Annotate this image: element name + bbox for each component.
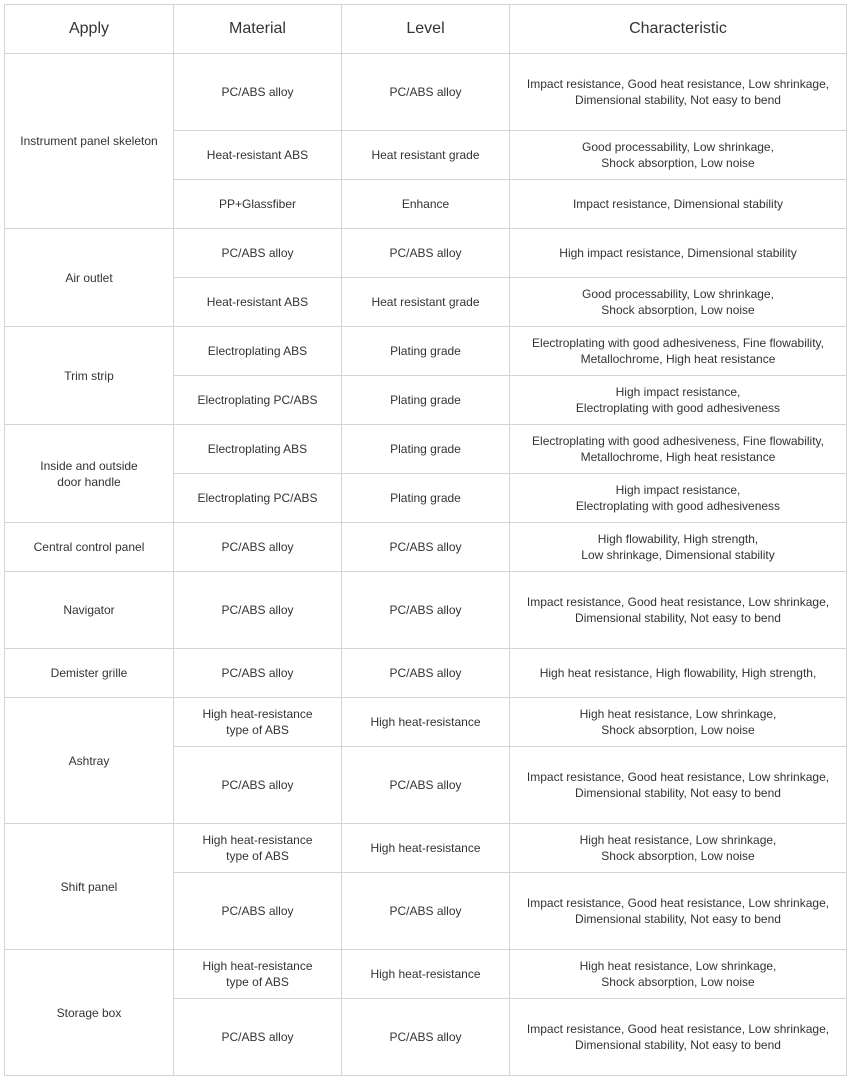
material-cell: Electroplating ABS [174,425,342,474]
table-row [5,327,847,376]
level-cell: Heat resistant grade [342,131,510,180]
header-characteristic: Characteristic [510,5,847,54]
characteristic-cell: High impact resistance, Electroplating with good adhesiveness [510,474,847,523]
table-row [5,649,847,698]
header-row [5,5,847,54]
apply-cell: Air outlet [5,229,174,327]
material-cell: PC/ABS alloy [174,572,342,649]
apply-cell: Trim strip [5,327,174,425]
level-cell: Plating grade [342,327,510,376]
characteristic-cell: Impact resistance, Good heat resistance, Low shrinkage, Dimensional stability, Not easy to bend [510,572,847,649]
apply-cell: Instrument panel skeleton [5,54,174,229]
level-cell: Plating grade [342,376,510,425]
material-cell: High heat-resistance type of ABS [174,698,342,747]
material-spec-table [4,4,847,1076]
material-cell: PC/ABS alloy [174,229,342,278]
material-cell: High heat-resistance type of ABS [174,950,342,999]
table-row [5,54,847,131]
material-cell: Heat-resistant ABS [174,131,342,180]
table-row [5,824,847,873]
characteristic-cell: High heat resistance, Low shrinkage, Shock absorption, Low noise [510,698,847,747]
material-cell: PC/ABS alloy [174,873,342,950]
level-cell: PC/ABS alloy [342,649,510,698]
apply-cell: Central control panel [5,523,174,572]
apply-cell: Ashtray [5,698,174,824]
level-cell: Heat resistant grade [342,278,510,327]
characteristic-cell: Impact resistance, Good heat resistance, Low shrinkage, Dimensional stability, Not easy to bend [510,54,847,131]
characteristic-cell: High flowability, High strength, Low shrinkage, Dimensional stability [510,523,847,572]
level-cell: PC/ABS alloy [342,54,510,131]
characteristic-cell: Good processability, Low shrinkage, Shock absorption, Low noise [510,131,847,180]
apply-cell: Shift panel [5,824,174,950]
level-cell: Plating grade [342,474,510,523]
material-cell: Electroplating PC/ABS [174,376,342,425]
header-level: Level [342,5,510,54]
characteristic-cell: Impact resistance, Dimensional stability [510,180,847,229]
level-cell: PC/ABS alloy [342,523,510,572]
level-cell: High heat-resistance [342,698,510,747]
level-cell: Plating grade [342,425,510,474]
level-cell: High heat-resistance [342,950,510,999]
level-cell: High heat-resistance [342,824,510,873]
characteristic-cell: Electroplating with good adhesiveness, Fine flowability, Metallochrome, High heat resistance [510,425,847,474]
table-row [5,229,847,278]
level-cell: PC/ABS alloy [342,747,510,824]
material-cell: PC/ABS alloy [174,747,342,824]
table-row [5,523,847,572]
level-cell: PC/ABS alloy [342,999,510,1076]
material-cell: PC/ABS alloy [174,54,342,131]
characteristic-cell: High impact resistance, Dimensional stability [510,229,847,278]
characteristic-cell: High heat resistance, Low shrinkage, Shock absorption, Low noise [510,950,847,999]
apply-cell: Demister grille [5,649,174,698]
material-cell: Heat-resistant ABS [174,278,342,327]
table-row [5,950,847,999]
apply-cell: Inside and outside door handle [5,425,174,523]
table-row [5,698,847,747]
characteristic-cell: High heat resistance, Low shrinkage, Shock absorption, Low noise [510,824,847,873]
level-cell: PC/ABS alloy [342,572,510,649]
table-row [5,572,847,649]
table-row [5,425,847,474]
material-cell: PC/ABS alloy [174,649,342,698]
material-cell: PP+Glassfiber [174,180,342,229]
apply-cell: Navigator [5,572,174,649]
level-cell: Enhance [342,180,510,229]
header-apply: Apply [5,5,174,54]
characteristic-cell: Electroplating with good adhesiveness, Fine flowability, Metallochrome, High heat resistance [510,327,847,376]
level-cell: PC/ABS alloy [342,229,510,278]
characteristic-cell: Impact resistance, Good heat resistance, Low shrinkage, Dimensional stability, Not easy to bend [510,999,847,1076]
characteristic-cell: Good processability, Low shrinkage, Shock absorption, Low noise [510,278,847,327]
characteristic-cell: High impact resistance, Electroplating with good adhesiveness [510,376,847,425]
characteristic-cell: Impact resistance, Good heat resistance, Low shrinkage, Dimensional stability, Not easy to bend [510,873,847,950]
level-cell: PC/ABS alloy [342,873,510,950]
characteristic-cell: Impact resistance, Good heat resistance, Low shrinkage, Dimensional stability, Not easy to bend [510,747,847,824]
material-cell: High heat-resistance type of ABS [174,824,342,873]
characteristic-cell: High heat resistance, High flowability, High strength, [510,649,847,698]
header-material: Material [174,5,342,54]
material-cell: PC/ABS alloy [174,999,342,1076]
material-cell: Electroplating ABS [174,327,342,376]
material-cell: Electroplating PC/ABS [174,474,342,523]
apply-cell: Storage box [5,950,174,1076]
material-cell: PC/ABS alloy [174,523,342,572]
